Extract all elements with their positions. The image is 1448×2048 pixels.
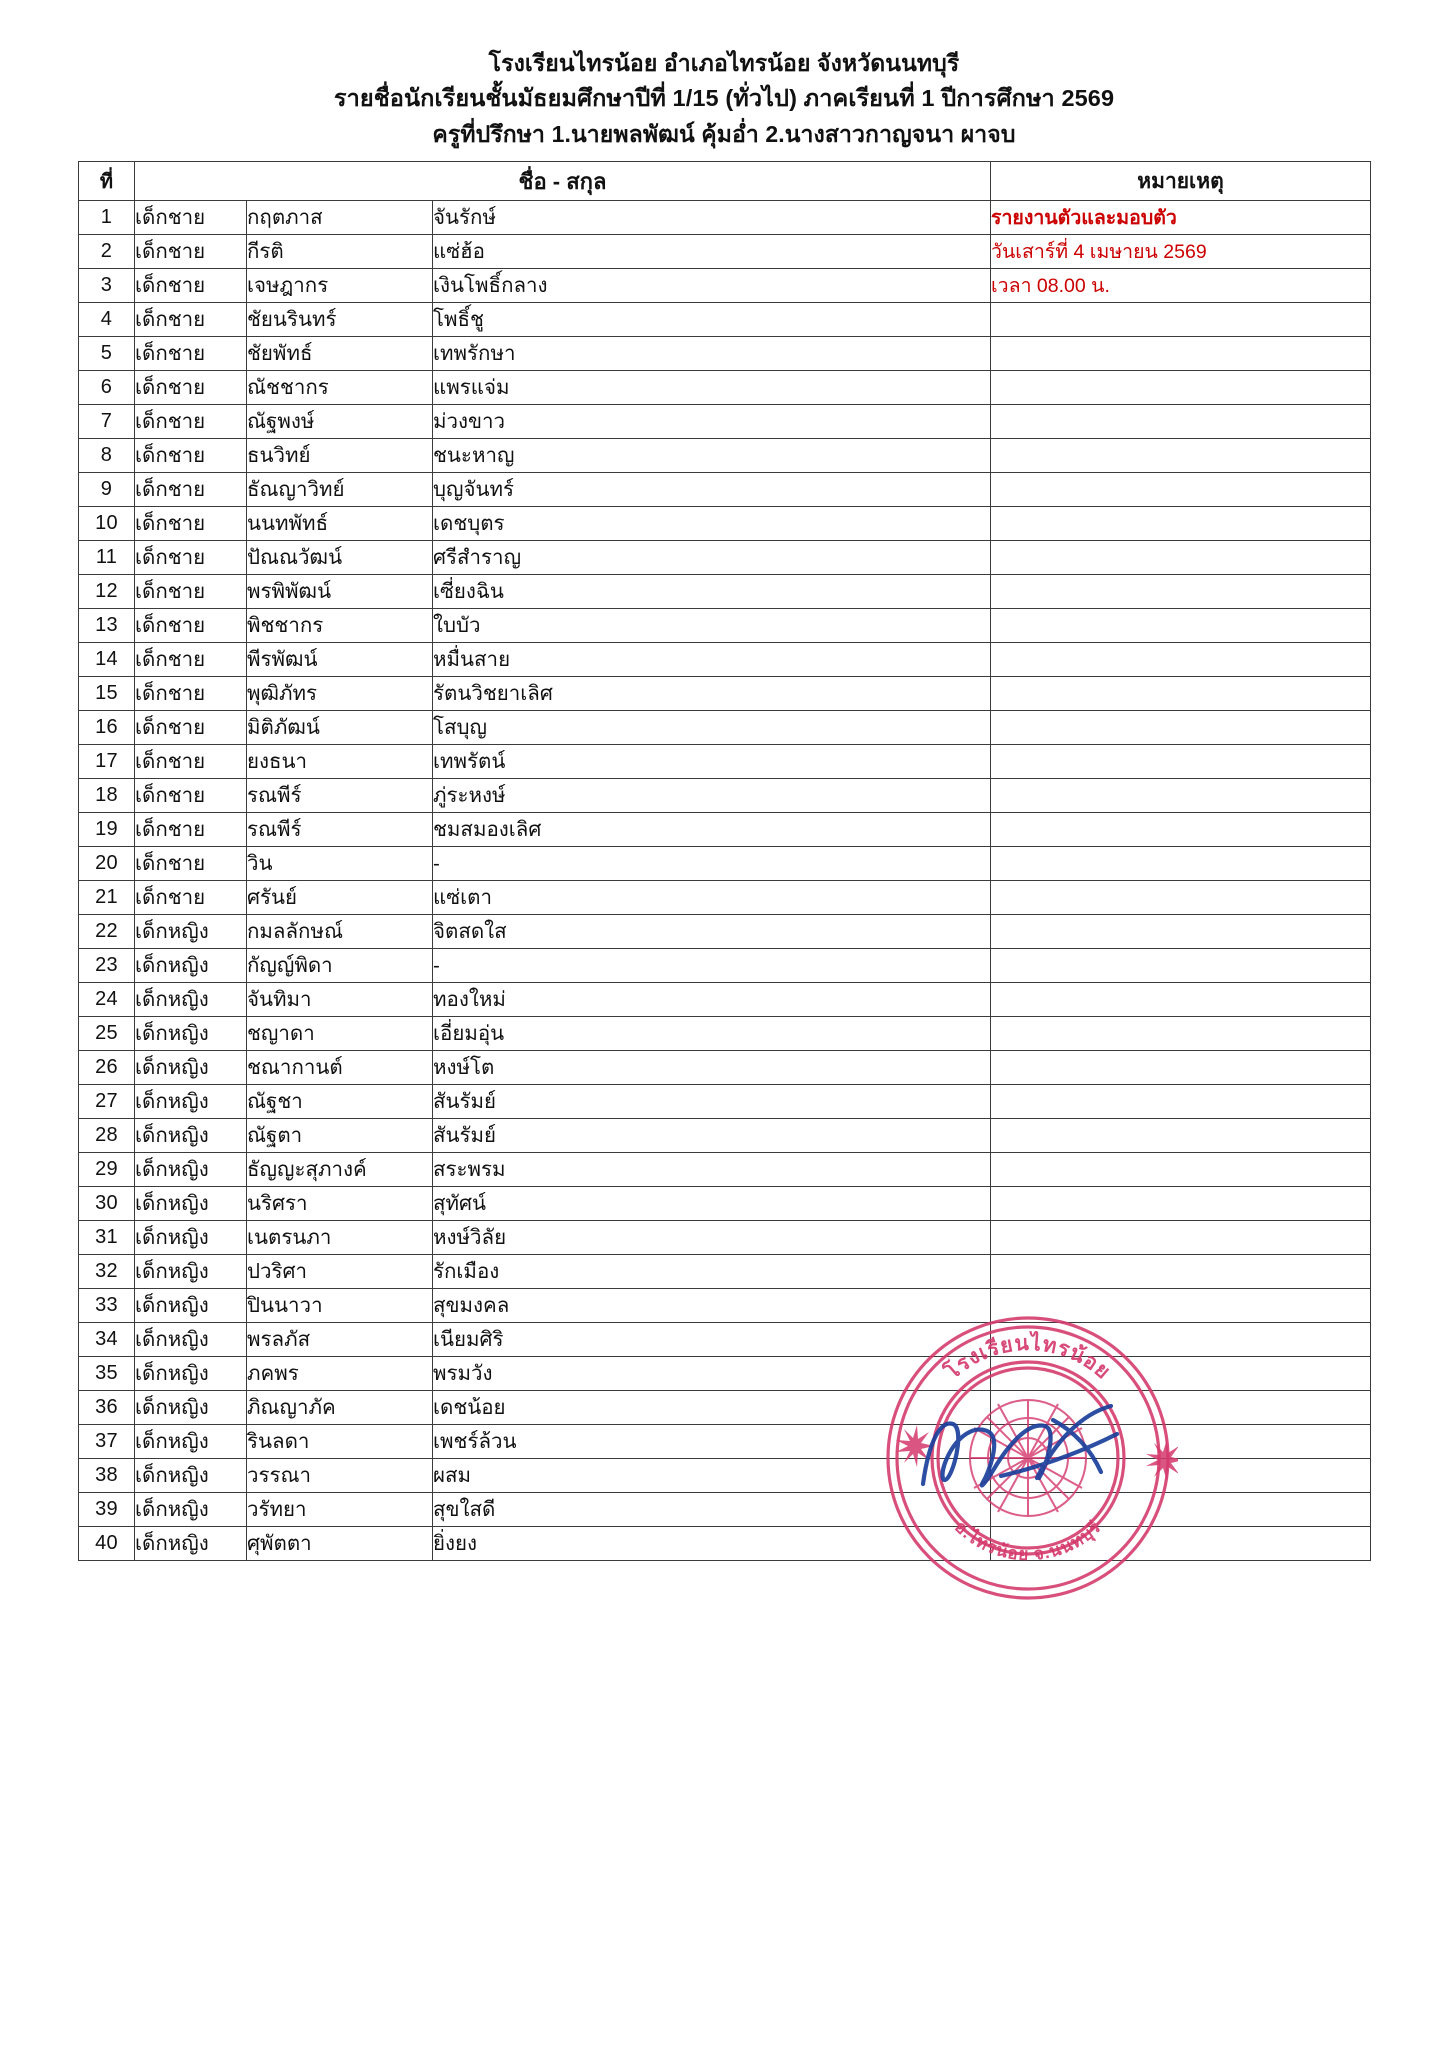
cell-remark bbox=[991, 847, 1371, 881]
cell-first-name: ธัญญะสุภางค์ bbox=[247, 1153, 433, 1187]
cell-title-prefix: เด็กชาย bbox=[135, 473, 247, 507]
cell-remark bbox=[991, 745, 1371, 779]
cell-last-name: แพรแจ่ม bbox=[433, 371, 991, 405]
table-row bbox=[79, 439, 1371, 473]
cell-number: 1 bbox=[79, 201, 135, 235]
cell-remark bbox=[991, 1357, 1371, 1391]
cell-title-prefix: เด็กหญิง bbox=[135, 915, 247, 949]
cell-number: 30 bbox=[79, 1187, 135, 1221]
cell-first-name: ณัฐตา bbox=[247, 1119, 433, 1153]
cell-remark: รายงานตัวและมอบตัว bbox=[991, 201, 1371, 235]
cell-first-name: ปวริศา bbox=[247, 1255, 433, 1289]
cell-title-prefix: เด็กหญิง bbox=[135, 1493, 247, 1527]
cell-title-prefix: เด็กหญิง bbox=[135, 983, 247, 1017]
school-title-line: โรงเรียนไทรน้อย อำเภอไทรน้อย จังหวัดนนทบุรี bbox=[488, 50, 960, 76]
cell-remark bbox=[991, 303, 1371, 337]
cell-number: 32 bbox=[79, 1255, 135, 1289]
cell-last-name: เนียมศิริ bbox=[433, 1323, 991, 1357]
cell-remark bbox=[991, 915, 1371, 949]
table-body bbox=[79, 201, 1371, 1561]
cell-title-prefix: เด็กหญิง bbox=[135, 1459, 247, 1493]
cell-last-name: แซ่ฮ้อ bbox=[433, 235, 991, 269]
table-row bbox=[79, 337, 1371, 371]
cell-remark bbox=[991, 507, 1371, 541]
table-row bbox=[79, 881, 1371, 915]
cell-first-name: ศรันย์ bbox=[247, 881, 433, 915]
table-row bbox=[79, 1119, 1371, 1153]
cell-remark bbox=[991, 337, 1371, 371]
cell-title-prefix: เด็กชาย bbox=[135, 439, 247, 473]
cell-number: 36 bbox=[79, 1391, 135, 1425]
table-row bbox=[79, 1255, 1371, 1289]
cell-title-prefix: เด็กชาย bbox=[135, 711, 247, 745]
cell-last-name: เงินโพธิ์กลาง bbox=[433, 269, 991, 303]
cell-number: 39 bbox=[79, 1493, 135, 1527]
cell-title-prefix: เด็กชาย bbox=[135, 541, 247, 575]
table-row bbox=[79, 507, 1371, 541]
table-header bbox=[79, 162, 1371, 201]
cell-first-name: ชัยพัทธ์ bbox=[247, 337, 433, 371]
cell-first-name: รณพีร์ bbox=[247, 779, 433, 813]
cell-first-name: รณพีร์ bbox=[247, 813, 433, 847]
table-row bbox=[79, 949, 1371, 983]
cell-last-name: - bbox=[433, 847, 991, 881]
table-row bbox=[79, 473, 1371, 507]
cell-last-name: หงษ์วิลัย bbox=[433, 1221, 991, 1255]
cell-last-name: ภู่ระหงษ์ bbox=[433, 779, 991, 813]
cell-number: 25 bbox=[79, 1017, 135, 1051]
cell-last-name: จันรักษ์ bbox=[433, 201, 991, 235]
cell-first-name: ณัฐพงษ์ bbox=[247, 405, 433, 439]
cell-last-name: โพธิ์ชู bbox=[433, 303, 991, 337]
table-row bbox=[79, 1221, 1371, 1255]
cell-number: 21 bbox=[79, 881, 135, 915]
table-row bbox=[79, 643, 1371, 677]
cell-remark bbox=[991, 541, 1371, 575]
cell-number: 37 bbox=[79, 1425, 135, 1459]
cell-remark bbox=[991, 1119, 1371, 1153]
cell-remark bbox=[991, 1459, 1371, 1493]
cell-title-prefix: เด็กหญิง bbox=[135, 1255, 247, 1289]
cell-number: 24 bbox=[79, 983, 135, 1017]
cell-first-name: ณัฐชา bbox=[247, 1085, 433, 1119]
cell-remark bbox=[991, 1289, 1371, 1323]
table-row bbox=[79, 1527, 1371, 1561]
table-row bbox=[79, 371, 1371, 405]
cell-remark bbox=[991, 1017, 1371, 1051]
cell-number: 38 bbox=[79, 1459, 135, 1493]
cell-first-name: พรลภัส bbox=[247, 1323, 433, 1357]
table-row bbox=[79, 745, 1371, 779]
cell-first-name: ณัชชากร bbox=[247, 371, 433, 405]
cell-first-name: วรัทยา bbox=[247, 1493, 433, 1527]
cell-last-name: เทพรักษา bbox=[433, 337, 991, 371]
table-row bbox=[79, 269, 1371, 303]
table-row bbox=[79, 405, 1371, 439]
cell-first-name: ธัณญาวิทย์ bbox=[247, 473, 433, 507]
cell-last-name: เอี่ยมอุ่น bbox=[433, 1017, 991, 1051]
cell-number: 29 bbox=[79, 1153, 135, 1187]
cell-title-prefix: เด็กหญิง bbox=[135, 1119, 247, 1153]
cell-number: 17 bbox=[79, 745, 135, 779]
cell-title-prefix: เด็กชาย bbox=[135, 235, 247, 269]
cell-last-name: ม่วงขาว bbox=[433, 405, 991, 439]
cell-first-name: ยงธนา bbox=[247, 745, 433, 779]
cell-number: 31 bbox=[79, 1221, 135, 1255]
cell-number: 20 bbox=[79, 847, 135, 881]
table-row bbox=[79, 1493, 1371, 1527]
cell-title-prefix: เด็กชาย bbox=[135, 507, 247, 541]
cell-last-name: ชนะหาญ bbox=[433, 439, 991, 473]
table-row bbox=[79, 1391, 1371, 1425]
cell-title-prefix: เด็กหญิง bbox=[135, 1051, 247, 1085]
cell-first-name: มิติภัฒน์ bbox=[247, 711, 433, 745]
column-header-name: ชื่อ - สกุล bbox=[135, 162, 991, 201]
cell-first-name: ปินนาวา bbox=[247, 1289, 433, 1323]
cell-title-prefix: เด็กชาย bbox=[135, 609, 247, 643]
cell-first-name: พุฒิภัทร bbox=[247, 677, 433, 711]
cell-number: 34 bbox=[79, 1323, 135, 1357]
table-row bbox=[79, 235, 1371, 269]
cell-remark: วันเสาร์ที่ 4 เมษายน 2569 bbox=[991, 235, 1371, 269]
cell-number: 13 bbox=[79, 609, 135, 643]
cell-number: 9 bbox=[79, 473, 135, 507]
cell-first-name: นริศรา bbox=[247, 1187, 433, 1221]
table-row bbox=[79, 847, 1371, 881]
cell-last-name: ผสม bbox=[433, 1459, 991, 1493]
cell-title-prefix: เด็กชาย bbox=[135, 643, 247, 677]
cell-number: 2 bbox=[79, 235, 135, 269]
cell-title-prefix: เด็กชาย bbox=[135, 677, 247, 711]
cell-number: 23 bbox=[79, 949, 135, 983]
cell-remark bbox=[991, 1153, 1371, 1187]
cell-remark bbox=[991, 1051, 1371, 1085]
table-row bbox=[79, 1085, 1371, 1119]
cell-title-prefix: เด็กหญิง bbox=[135, 1527, 247, 1561]
cell-title-prefix: เด็กชาย bbox=[135, 745, 247, 779]
table-row bbox=[79, 813, 1371, 847]
table-row bbox=[79, 609, 1371, 643]
cell-title-prefix: เด็กชาย bbox=[135, 201, 247, 235]
cell-title-prefix: เด็กชาย bbox=[135, 881, 247, 915]
cell-number: 5 bbox=[79, 337, 135, 371]
class-roster-title-line: รายชื่อนักเรียนชั้นมัธยมศึกษาปีที่ 1/15 (ทั่วไป) ภาคเรียนที่ 1 ปีการศึกษา 2569 bbox=[333, 84, 1115, 111]
cell-number: 11 bbox=[79, 541, 135, 575]
table-row bbox=[79, 1051, 1371, 1085]
cell-first-name: จันทิมา bbox=[247, 983, 433, 1017]
cell-remark bbox=[991, 881, 1371, 915]
cell-remark bbox=[991, 949, 1371, 983]
cell-last-name: สุขมงคล bbox=[433, 1289, 991, 1323]
cell-number: 7 bbox=[79, 405, 135, 439]
cell-remark bbox=[991, 1255, 1371, 1289]
cell-number: 10 bbox=[79, 507, 135, 541]
cell-number: 8 bbox=[79, 439, 135, 473]
cell-last-name: ศรีสำราญ bbox=[433, 541, 991, 575]
table-row bbox=[79, 1153, 1371, 1187]
cell-number: 33 bbox=[79, 1289, 135, 1323]
cell-number: 40 bbox=[79, 1527, 135, 1561]
cell-last-name: เพชร์ล้วน bbox=[433, 1425, 991, 1459]
advisor-teachers-line: ครูที่ปรึกษา 1.นายพลพัฒน์ คุ้มอ่ำ 2.นางสาวกาญจนา ผาจบ bbox=[432, 120, 1016, 147]
cell-number: 14 bbox=[79, 643, 135, 677]
table-row bbox=[79, 1459, 1371, 1493]
column-header-number: ที่ bbox=[79, 162, 135, 201]
cell-title-prefix: เด็กชาย bbox=[135, 269, 247, 303]
cell-remark bbox=[991, 371, 1371, 405]
cell-title-prefix: เด็กหญิง bbox=[135, 1357, 247, 1391]
cell-last-name: เทพรัตน์ bbox=[433, 745, 991, 779]
table-row bbox=[79, 1017, 1371, 1051]
cell-remark bbox=[991, 1085, 1371, 1119]
cell-title-prefix: เด็กหญิง bbox=[135, 1425, 247, 1459]
table-row bbox=[79, 1187, 1371, 1221]
cell-first-name: ธนวิทย์ bbox=[247, 439, 433, 473]
table-row bbox=[79, 1357, 1371, 1391]
cell-first-name: ศุพัตตา bbox=[247, 1527, 433, 1561]
cell-number: 3 bbox=[79, 269, 135, 303]
cell-last-name: สันรัมย์ bbox=[433, 1119, 991, 1153]
table-row bbox=[79, 201, 1371, 235]
cell-last-name: จิตสดใส bbox=[433, 915, 991, 949]
table-row bbox=[79, 1425, 1371, 1459]
cell-last-name: ใบบัว bbox=[433, 609, 991, 643]
cell-first-name: ชญาดา bbox=[247, 1017, 433, 1051]
cell-first-name: รินลดา bbox=[247, 1425, 433, 1459]
cell-last-name: ชมสมองเลิศ bbox=[433, 813, 991, 847]
cell-last-name: เดชน้อย bbox=[433, 1391, 991, 1425]
cell-first-name: พีรพัฒน์ bbox=[247, 643, 433, 677]
cell-remark bbox=[991, 1323, 1371, 1357]
cell-title-prefix: เด็กชาย bbox=[135, 371, 247, 405]
svg-text:โรงเรียนไทรน้อย: โรงเรียนไทรน้อย bbox=[941, 1331, 1115, 1385]
cell-title-prefix: เด็กหญิง bbox=[135, 1187, 247, 1221]
cell-remark bbox=[991, 609, 1371, 643]
cell-first-name: กัญญ์พิดา bbox=[247, 949, 433, 983]
cell-last-name: หมื่นสาย bbox=[433, 643, 991, 677]
cell-last-name: ยิ่งยง bbox=[433, 1527, 991, 1561]
table-row bbox=[79, 1323, 1371, 1357]
cell-number: 26 bbox=[79, 1051, 135, 1085]
cell-last-name: หงษ์โต bbox=[433, 1051, 991, 1085]
cell-last-name: รักเมือง bbox=[433, 1255, 991, 1289]
cell-first-name: นนทพัทธ์ bbox=[247, 507, 433, 541]
table-row bbox=[79, 711, 1371, 745]
cell-title-prefix: เด็กหญิง bbox=[135, 1323, 247, 1357]
table-row bbox=[79, 677, 1371, 711]
cell-remark bbox=[991, 405, 1371, 439]
cell-first-name: ชณากานต์ bbox=[247, 1051, 433, 1085]
cell-title-prefix: เด็กหญิง bbox=[135, 1017, 247, 1051]
cell-remark bbox=[991, 677, 1371, 711]
cell-first-name: เนตรนภา bbox=[247, 1221, 433, 1255]
cell-title-prefix: เด็กชาย bbox=[135, 405, 247, 439]
cell-number: 22 bbox=[79, 915, 135, 949]
cell-last-name: เซี่ยงฉิน bbox=[433, 575, 991, 609]
cell-last-name: - bbox=[433, 949, 991, 983]
cell-first-name: วรรณา bbox=[247, 1459, 433, 1493]
cell-title-prefix: เด็กชาย bbox=[135, 575, 247, 609]
roster-table-container bbox=[78, 161, 1370, 1561]
cell-title-prefix: เด็กหญิง bbox=[135, 1085, 247, 1119]
cell-first-name: วิน bbox=[247, 847, 433, 881]
cell-last-name: พรมวัง bbox=[433, 1357, 991, 1391]
cell-remark bbox=[991, 1187, 1371, 1221]
cell-last-name: แซ่เตา bbox=[433, 881, 991, 915]
column-header-remark: หมายเหตุ bbox=[991, 162, 1371, 201]
cell-last-name: บุญจันทร์ bbox=[433, 473, 991, 507]
cell-title-prefix: เด็กหญิง bbox=[135, 1289, 247, 1323]
cell-title-prefix: เด็กหญิง bbox=[135, 1221, 247, 1255]
cell-first-name: พรพิพัฒน์ bbox=[247, 575, 433, 609]
cell-remark bbox=[991, 473, 1371, 507]
cell-first-name: กฤตภาส bbox=[247, 201, 433, 235]
cell-number: 27 bbox=[79, 1085, 135, 1119]
cell-first-name: กีรติ bbox=[247, 235, 433, 269]
table-row bbox=[79, 915, 1371, 949]
student-roster-table bbox=[78, 161, 1371, 1561]
cell-first-name: พิชชากร bbox=[247, 609, 433, 643]
cell-title-prefix: เด็กชาย bbox=[135, 813, 247, 847]
svg-text:อ.ไทรน้อย จ.นนทบุรี: อ.ไทรน้อย จ.นนทบุรี bbox=[951, 1517, 1105, 1565]
cell-remark bbox=[991, 575, 1371, 609]
cell-remark bbox=[991, 711, 1371, 745]
cell-number: 16 bbox=[79, 711, 135, 745]
cell-number: 12 bbox=[79, 575, 135, 609]
cell-number: 18 bbox=[79, 779, 135, 813]
table-row bbox=[79, 1289, 1371, 1323]
cell-first-name: ปัณณวัฒน์ bbox=[247, 541, 433, 575]
cell-last-name: ทองใหม่ bbox=[433, 983, 991, 1017]
cell-number: 35 bbox=[79, 1357, 135, 1391]
cell-first-name: ชัยนรินทร์ bbox=[247, 303, 433, 337]
cell-title-prefix: เด็กชาย bbox=[135, 337, 247, 371]
cell-first-name: เจษฎากร bbox=[247, 269, 433, 303]
cell-remark bbox=[991, 779, 1371, 813]
cell-last-name: สระพรม bbox=[433, 1153, 991, 1187]
cell-first-name: กมลลักษณ์ bbox=[247, 915, 433, 949]
cell-title-prefix: เด็กชาย bbox=[135, 847, 247, 881]
cell-remark bbox=[991, 1527, 1371, 1561]
cell-number: 28 bbox=[79, 1119, 135, 1153]
cell-title-prefix: เด็กหญิง bbox=[135, 1153, 247, 1187]
cell-last-name: รัตนวิชยาเลิศ bbox=[433, 677, 991, 711]
cell-remark bbox=[991, 1425, 1371, 1459]
cell-first-name: ภิณญาภัค bbox=[247, 1391, 433, 1425]
cell-remark bbox=[991, 439, 1371, 473]
table-header-row bbox=[79, 162, 1371, 201]
cell-title-prefix: เด็กชาย bbox=[135, 303, 247, 337]
cell-last-name: สุทัศน์ bbox=[433, 1187, 991, 1221]
cell-first-name: ภคพร bbox=[247, 1357, 433, 1391]
cell-last-name: โสบุญ bbox=[433, 711, 991, 745]
cell-number: 4 bbox=[79, 303, 135, 337]
cell-remark: เวลา 08.00 น. bbox=[991, 269, 1371, 303]
cell-remark bbox=[991, 1391, 1371, 1425]
cell-title-prefix: เด็กชาย bbox=[135, 779, 247, 813]
cell-remark bbox=[991, 983, 1371, 1017]
cell-title-prefix: เด็กหญิง bbox=[135, 949, 247, 983]
cell-last-name: สุขใสดี bbox=[433, 1493, 991, 1527]
cell-number: 15 bbox=[79, 677, 135, 711]
cell-last-name: สันรัมย์ bbox=[433, 1085, 991, 1119]
cell-last-name: เดชบุตร bbox=[433, 507, 991, 541]
table-row bbox=[79, 541, 1371, 575]
cell-remark bbox=[991, 1493, 1371, 1527]
table-row bbox=[79, 779, 1371, 813]
cell-title-prefix: เด็กหญิง bbox=[135, 1391, 247, 1425]
cell-remark bbox=[991, 813, 1371, 847]
table-row bbox=[79, 303, 1371, 337]
cell-remark bbox=[991, 1221, 1371, 1255]
cell-remark bbox=[991, 643, 1371, 677]
cell-number: 19 bbox=[79, 813, 135, 847]
table-row bbox=[79, 575, 1371, 609]
table-row bbox=[79, 983, 1371, 1017]
document-header bbox=[0, 0, 1448, 152]
cell-number: 6 bbox=[79, 371, 135, 405]
